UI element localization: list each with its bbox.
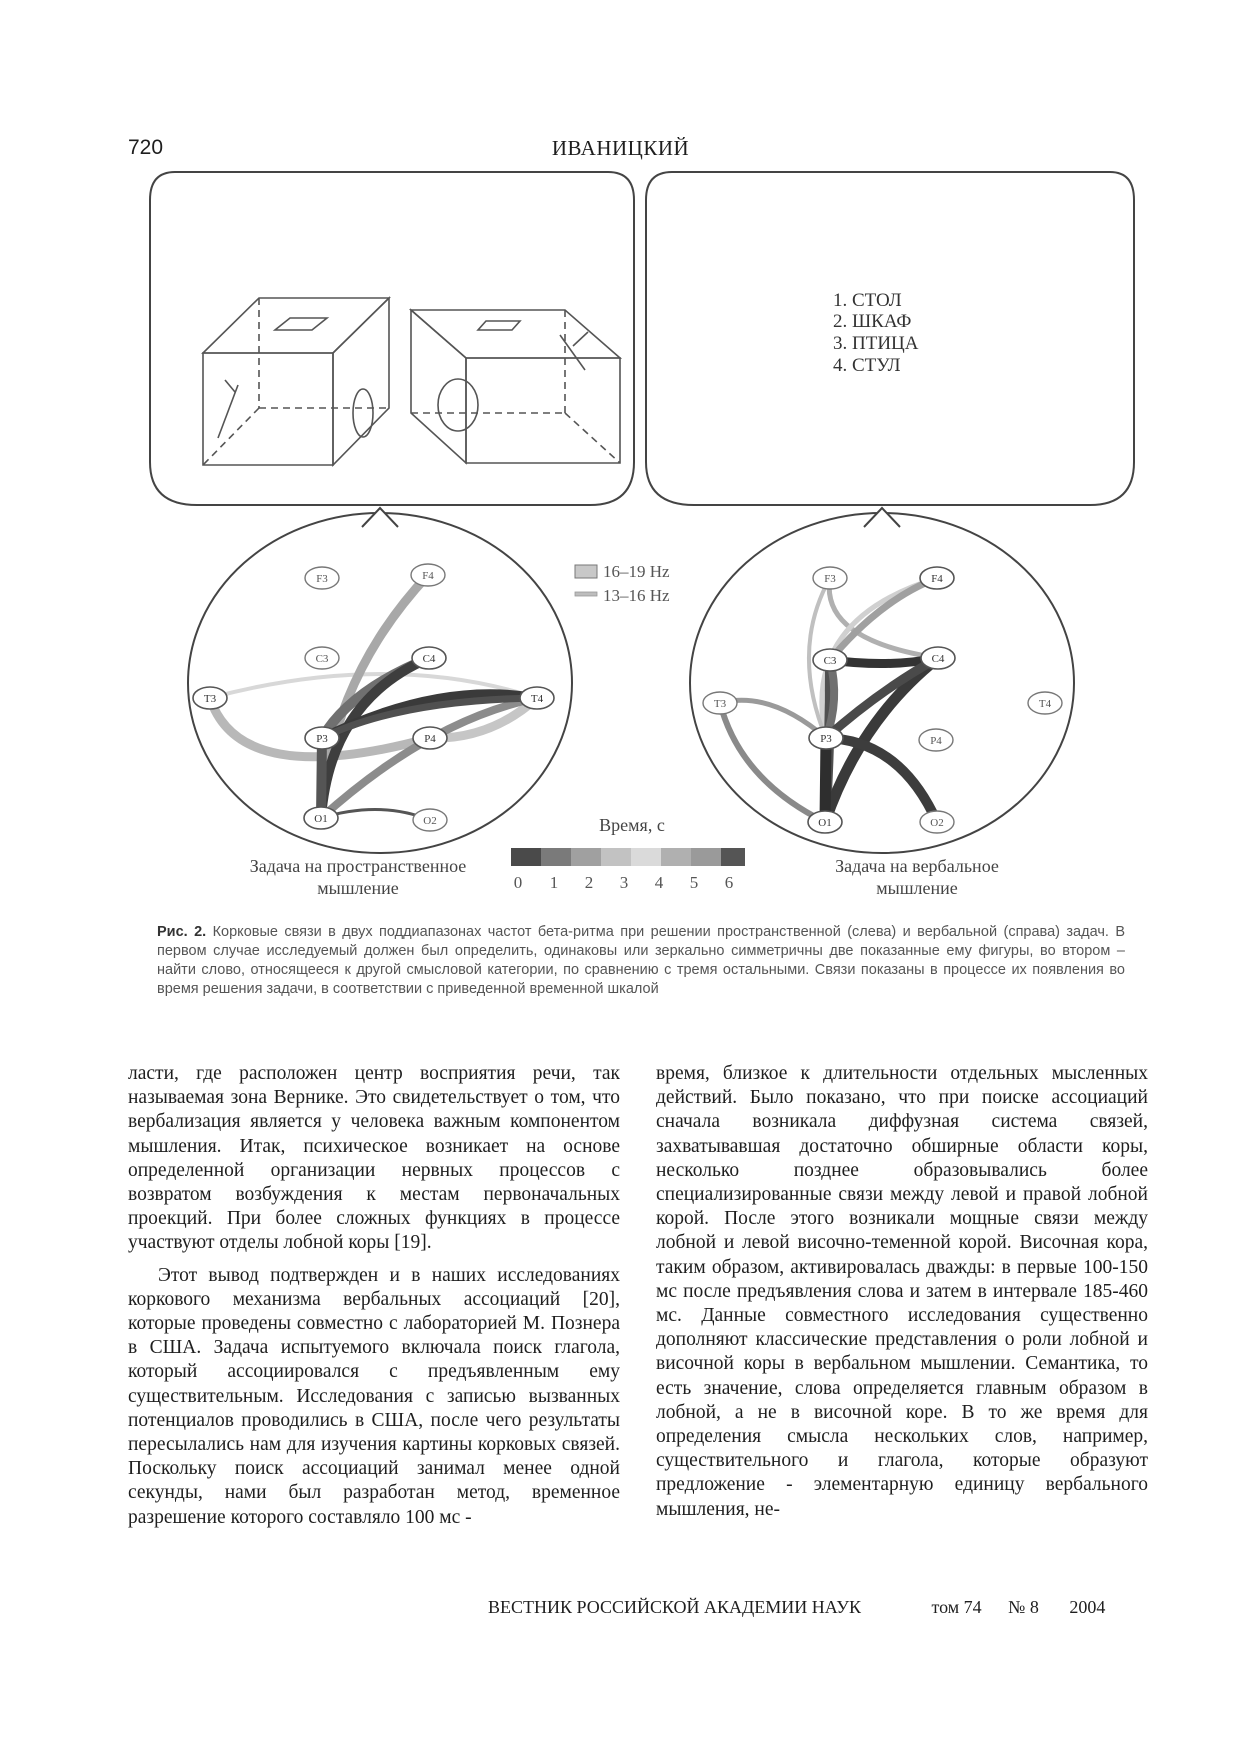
cube-figure-1 (203, 298, 389, 465)
electrode-P4 (413, 727, 447, 749)
left-head-connections (210, 575, 537, 820)
paragraph: время, близкое к длительности отдельных мысленных действий. Было показано, что при поиске ассоциаций сначала возникала диффузная система связей, захватывавшая достаточно обширные области коры, несколько позднее образовывались более специализированные связи между левой и правой лобной корой. После этого возникали мощные связи между лобной и левой височно-теменной корой. Височная кора, таким образом, активировалась дважды: в первые 100-150 мс после предъявления слова и затем в интервале 185-460 мс. Данные совместного исследования существенно дополняют классические представления о роли лобной и височной коры в вербальном мышлении. Семантика, то есть значение, слова определяется главным образом в лобной, а не в височной коре. В то же время для определения смысла нескольких слов, например, существительного и глагола, которые образуют предложение - элементарную единицу вербального мышления, не- (656, 1063, 1148, 1520)
cube-figure-2 (411, 310, 620, 463)
svg-text:C4: C4 (931, 653, 945, 665)
svg-text:1: 1 (549, 873, 559, 892)
page-number: 720 (128, 136, 164, 159)
electrode-P3 (305, 727, 339, 749)
svg-text:6: 6 (724, 873, 734, 892)
caption-text: Корковые связи в двух поддиапазонах частот бета-ритма при решении пространственной (слева) и вербальной (справа) задач. В первом случае исследуемый должен был определить, одинаковы или зеркально симметричны две показанные ему фигуры, во втором – найти слово, относящееся к другой смысловой категории, по сравнению с тремя остальными. Связи показаны в процессе их появления во время решения задачи, в соответствии с приведенной временной шкалой (157, 924, 1125, 997)
svg-text:F4: F4 (931, 573, 943, 585)
link-T3-O1 (720, 703, 825, 822)
electrode-C3 (813, 649, 847, 671)
svg-text:C4: C4 (422, 653, 436, 665)
electrode-F3 (305, 567, 339, 589)
caption-label: Рис. 2. (157, 924, 207, 940)
svg-text:O2: O2 (930, 817, 944, 829)
volume: том 74 (931, 1597, 982, 1617)
svg-text:Задача на пространственное: Задача на пространственное (249, 856, 467, 876)
word-item: 4. СТУЛ (833, 355, 901, 376)
svg-text:4: 4 (654, 873, 664, 892)
left-column (128, 1062, 620, 1530)
time-scale-ticks (514, 873, 734, 892)
svg-text:O1: O1 (314, 813, 328, 825)
word-item: 2. ШКАФ (833, 311, 912, 332)
link-P3-O1 (825, 738, 826, 822)
right-column (656, 1062, 1148, 1522)
svg-text:T3: T3 (713, 698, 727, 710)
svg-text:O1: O1 (818, 817, 832, 829)
legend-label-16-19: 16–19 Hz (603, 562, 670, 581)
paragraph: ласти, где расположен центр восприятия речи, так называемая зона Вернике. Это свидетельствует о том, что вербализация является у человека важным компонентом мышления. Итак, психическое возникает на основе определенной организации нервных процессов с возвратом возбуждения к местам первоначальных проекций. При более сложных функциях в процессе участвуют отделы лобной коры [19]. (128, 1063, 620, 1254)
svg-text:T3: T3 (203, 693, 217, 705)
frequency-legend (575, 562, 670, 605)
word-item: 3. ПТИЦА (833, 333, 919, 354)
svg-text:P4: P4 (930, 735, 942, 747)
link-C4-P3 (826, 658, 938, 738)
svg-text:C3: C3 (315, 653, 329, 665)
right-task-label (835, 856, 999, 898)
paragraph: Этот вывод подтвержден и в наших исследованиях коркового механизма вербальных ассоциаций [20], которые проведены совместно с лабораторией М. Познера в США. Задача испытуемого включала поиск глагола, который ассоциировался с предъявленным ему существительным. Исследования с записью вызванных потенциалов проводились в США, после чего результаты пересылались нам для изучения картины корковых связей. Поскольку поиск ассоциаций занимал менее одной секунды, нами был разработан метод, временное разрешение которого составляло 100 мс - (128, 1264, 620, 1528)
legend-swatch-13-16 (575, 592, 597, 596)
svg-text:T4: T4 (1038, 698, 1052, 710)
svg-text:P3: P3 (316, 733, 328, 745)
svg-text:C3: C3 (823, 655, 837, 667)
electrode-P3 (809, 727, 843, 749)
figure-caption (157, 923, 1125, 999)
electrode-F3 (813, 567, 847, 589)
word-item: 1. СТОЛ (833, 290, 902, 311)
electrode-F4 (411, 564, 445, 586)
electrode-C3 (305, 647, 339, 669)
running-title: ИВАНИЦКИЙ (551, 136, 690, 160)
time-scale (511, 815, 745, 892)
word-list (833, 290, 919, 376)
right-head (690, 508, 1074, 853)
svg-text:P4: P4 (424, 733, 436, 745)
svg-text:T4: T4 (530, 693, 544, 705)
electrode-T4 (520, 687, 554, 709)
electrode-O2 (920, 811, 954, 833)
svg-text:2: 2 (584, 873, 594, 892)
electrode-C4 (412, 647, 446, 669)
svg-text:мышление: мышление (876, 878, 958, 898)
link-F4-C3 (830, 578, 937, 660)
electrode-P4 (919, 729, 953, 751)
page-footer (488, 1597, 1105, 1618)
legend-label-13-16: 13–16 Hz (603, 586, 670, 605)
year: 2004 (1069, 1597, 1106, 1617)
right-head-connections (720, 578, 938, 822)
svg-text:O2: O2 (423, 815, 437, 827)
left-stimulus-panel (150, 172, 634, 505)
svg-text:мышление: мышление (317, 878, 399, 898)
electrode-O2 (413, 809, 447, 831)
electrode-C4 (921, 647, 955, 669)
svg-text:0: 0 (513, 873, 523, 892)
svg-text:F3: F3 (824, 573, 836, 585)
electrode-F4 (920, 567, 954, 589)
svg-text:3: 3 (619, 873, 629, 892)
electrode-T3 (193, 687, 227, 709)
time-scale-label: Время, с (599, 815, 665, 835)
svg-text:F4: F4 (422, 570, 434, 582)
svg-text:F3: F3 (316, 573, 328, 585)
electrode-T3 (703, 692, 737, 714)
link-P3-O1 (321, 738, 322, 818)
legend-swatch-16-19 (575, 565, 597, 578)
journal-name: ВЕСТНИК РОССИЙСКОЙ АКАДЕМИИ НАУК (488, 1597, 861, 1617)
issue: № 8 (1008, 1597, 1039, 1617)
electrode-O1 (304, 807, 338, 829)
svg-text:Задача на вербальное: Задача на вербальное (835, 856, 999, 876)
svg-text:P3: P3 (820, 733, 832, 745)
svg-text:5: 5 (689, 873, 699, 892)
left-task-label (250, 856, 467, 898)
electrode-T4 (1028, 692, 1062, 714)
electrode-O1 (808, 811, 842, 833)
